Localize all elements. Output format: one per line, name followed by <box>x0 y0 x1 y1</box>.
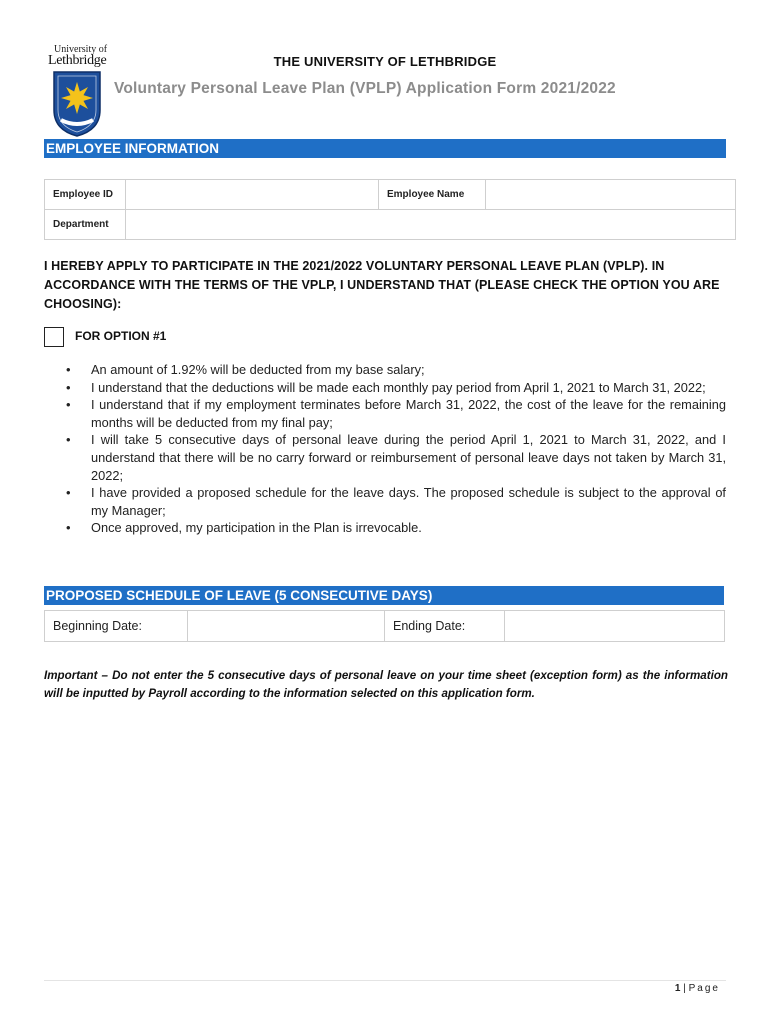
list-item: • I will take 5 consecutive days of personal leave during the period April 1, 2021 to March 31, 2022, and I understand that there will be no carry forward or reimbursement of personal leave days not taken by March 31, 2022; <box>44 431 726 484</box>
declaration-text: I HEREBY APPLY TO PARTICIPATE IN THE 2021/2022 VOLUNTARY PERSONAL LEAVE PLAN (VPLP). IN ACCORDANCE WITH THE TERMS OF THE VPLP, I UNDERSTAND THAT (PLEASE CHECK THE OPTION YOU ARE CHOOSING): <box>44 259 720 311</box>
employee-id-label: Employee ID <box>45 180 126 210</box>
footer-divider <box>44 980 726 981</box>
employee-name-label: Employee Name <box>379 180 486 210</box>
page-word: Page <box>688 983 720 994</box>
employee-information-table <box>44 179 736 240</box>
list-item: • An amount of 1.92% will be deducted from my base salary; <box>44 361 726 379</box>
option-1-label: FOR OPTION #1 <box>75 329 167 343</box>
proposed-schedule-header: PROPOSED SCHEDULE OF LEAVE (5 CONSECUTIVE DAYS) <box>44 586 724 605</box>
important-note: Important – Do not enter the 5 consecutive days of personal leave on your time sheet (exception form) as the information will be inputted by Payroll according to the information selected on this application form. <box>44 669 728 700</box>
list-item: • Once approved, my participation in the Plan is irrevocable. <box>44 519 726 537</box>
logo-text-line1: University of <box>54 44 108 55</box>
ending-date-field[interactable] <box>505 611 725 642</box>
list-item: • I have provided a proposed schedule for the leave days. The proposed schedule is subject to the approval of my Manager; <box>44 484 726 519</box>
beginning-date-label: Beginning Date: <box>45 611 188 642</box>
department-label: Department <box>45 210 126 240</box>
option-1-checkbox[interactable] <box>44 327 64 347</box>
proposed-schedule-table <box>44 610 725 642</box>
university-title: THE UNIVERSITY OF LETHBRIDGE <box>273 54 497 69</box>
shield-crest-icon <box>52 70 102 138</box>
employee-name-field[interactable] <box>486 180 736 210</box>
beginning-date-field[interactable] <box>188 611 385 642</box>
logo-text-line2: Lethbridge <box>48 53 107 68</box>
list-item: • I understand that the deductions will be made each monthly pay period from April 1, 2021 to March 31, 2022; <box>44 379 726 397</box>
ending-date-label: Ending Date: <box>385 611 505 642</box>
employee-information-header: EMPLOYEE INFORMATION <box>44 139 726 158</box>
list-item: • I understand that if my employment terminates before March 31, 2022, the cost of the leave for the remaining months will be deducted from my final pay; <box>44 396 726 431</box>
form-title: Voluntary Personal Leave Plan (VPLP) Application Form 2021/2022 <box>114 80 616 97</box>
employee-id-field[interactable] <box>126 180 379 210</box>
page-footer <box>675 983 720 994</box>
department-field[interactable] <box>126 210 736 240</box>
page-number: 1 <box>674 983 681 994</box>
page-separator: | <box>683 983 686 994</box>
option-terms-list <box>44 361 726 537</box>
